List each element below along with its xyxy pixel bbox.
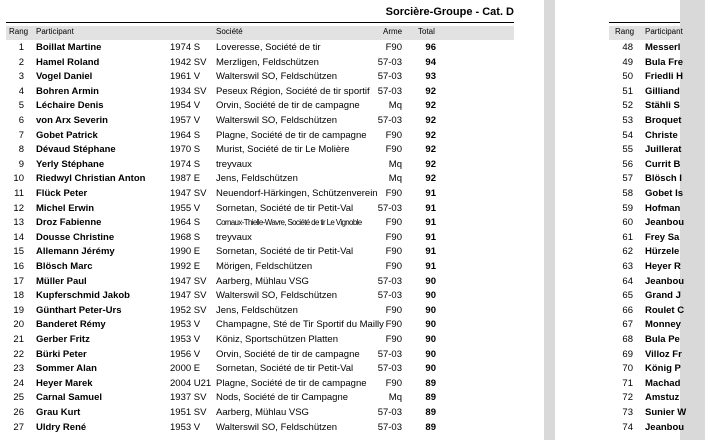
table-row <box>609 348 680 363</box>
title-rule <box>6 22 514 23</box>
row-total: 92 <box>425 115 436 126</box>
row-rank: 62 <box>622 246 633 258</box>
row-year-category: 2000 E <box>170 363 201 375</box>
row-societe: treyvaux <box>216 158 252 170</box>
header-participant: Participant <box>36 27 74 36</box>
row-participant: Bula Fre <box>645 56 684 68</box>
row-total: 92 <box>425 144 436 156</box>
row-total: 90 <box>425 319 436 331</box>
row-year-category: 1964 S <box>170 129 201 141</box>
table-row <box>6 85 514 100</box>
row-rank: 60 <box>622 217 633 229</box>
row-rank: 11 <box>14 188 24 199</box>
row-rank: 49 <box>622 56 633 68</box>
row-participant: Messerl <box>645 42 681 53</box>
row-total: 96 <box>425 42 436 53</box>
row-year-category: 1964 S <box>170 217 201 229</box>
row-arme: F90 <box>385 42 402 53</box>
table-row <box>609 99 680 114</box>
table-row <box>6 172 514 187</box>
row-rank: 70 <box>622 363 633 375</box>
row-rank: 5 <box>18 100 24 112</box>
row-participant: Riedwyl Christian Anton <box>36 173 146 185</box>
row-rank: 48 <box>622 42 633 53</box>
table-row <box>609 304 685 319</box>
row-year-category: 1953 V <box>170 334 201 345</box>
row-participant: Broquet <box>645 115 682 126</box>
row-participant: Droz Fabienne <box>36 217 102 229</box>
row-total: 91 <box>425 246 436 258</box>
row-arme: F90 <box>385 188 402 199</box>
row-total: 90 <box>425 334 436 345</box>
row-participant: Dévaud Stéphane <box>36 144 116 156</box>
row-rank: 53 <box>622 115 633 126</box>
header-total: Total <box>418 27 435 36</box>
row-year-category: 1947 SV <box>170 188 207 199</box>
row-rank: 58 <box>622 188 633 199</box>
header-societe: Société <box>216 27 243 36</box>
table-row <box>6 231 514 246</box>
row-rank: 67 <box>622 319 633 331</box>
row-rank: 54 <box>622 129 633 141</box>
row-societe: Mörigen, Feldschützen <box>216 261 313 272</box>
row-participant: Vogel Daniel <box>36 71 93 83</box>
row-arme: 57-03 <box>377 115 402 126</box>
row-societe: Cornaux-Thielle-Wavre, Société de tir Le Vignoble <box>216 218 362 228</box>
row-societe: Sornetan, Société de tir Petit-Val <box>216 246 354 258</box>
row-rank: 3 <box>18 71 24 83</box>
row-rank: 6 <box>18 115 24 126</box>
row-rank: 13 <box>13 217 24 229</box>
row-rank: 18 <box>13 290 24 302</box>
header-participant: Participant <box>645 27 683 36</box>
table-row <box>6 99 514 114</box>
table-row <box>6 41 514 56</box>
row-arme: F90 <box>385 144 402 156</box>
row-participant: Friedli H <box>645 71 684 83</box>
row-participant: Flück Peter <box>36 188 88 199</box>
row-total: 91 <box>425 261 436 272</box>
row-participant: Currit B <box>645 158 681 170</box>
table-row <box>609 129 680 144</box>
row-participant: Sommer Alan <box>36 363 97 375</box>
row-participant: Gobet Is <box>645 188 684 199</box>
table-row <box>609 362 680 377</box>
row-total: 89 <box>425 392 436 404</box>
table-row <box>6 348 514 363</box>
table-row <box>6 275 514 290</box>
row-participant: Dousse Christine <box>36 231 115 243</box>
table-row <box>6 333 514 348</box>
row-participant: Bohren Armin <box>36 85 99 97</box>
row-rank: 7 <box>18 129 24 141</box>
row-participant: Amstuz <box>645 392 680 404</box>
table-row <box>609 275 685 290</box>
row-year-category: 1956 V <box>170 348 201 360</box>
row-rank: 17 <box>13 275 24 287</box>
table-row <box>609 172 680 187</box>
table-row <box>6 56 514 71</box>
row-arme: F90 <box>385 129 402 141</box>
row-total: 90 <box>425 290 436 302</box>
row-rank: 52 <box>622 100 633 112</box>
row-societe: Jens, Feldschützen <box>216 173 298 185</box>
row-participant: Juillerat <box>645 144 682 156</box>
table-row <box>609 41 680 56</box>
row-year-category: 1934 SV <box>170 85 207 97</box>
row-participant: Heyer R <box>645 261 681 272</box>
row-societe: Köniz, Sportschützen Platten <box>216 334 338 345</box>
row-rank: 68 <box>622 334 633 345</box>
row-year-category: 1961 V <box>170 71 201 83</box>
row-participant: Frey Sa <box>645 231 680 243</box>
table-row <box>609 56 684 71</box>
row-participant: Hofman <box>645 202 681 214</box>
row-participant: Jeanbou <box>645 217 685 229</box>
row-societe: Walterswil SO, Feldschützen <box>216 115 338 126</box>
row-arme: F90 <box>385 217 402 229</box>
row-societe: Sornetan, Société de tir Petit-Val <box>216 202 354 214</box>
row-rank: 50 <box>622 71 633 83</box>
header-rang: Rang <box>9 27 29 36</box>
row-rank: 22 <box>13 348 24 360</box>
table-row <box>609 85 680 100</box>
row-year-category: 1952 SV <box>170 304 207 316</box>
row-societe: Loveresse, Société de tir <box>216 42 321 53</box>
table-row <box>609 391 680 406</box>
row-participant: Uldry René <box>36 421 87 433</box>
table-row <box>6 362 514 377</box>
row-societe: Walterswil SO, Feldschützen <box>216 421 338 433</box>
table-row <box>6 202 514 217</box>
row-societe: Jens, Feldschützen <box>216 304 298 316</box>
row-rank: 59 <box>622 202 633 214</box>
row-arme: F90 <box>385 246 402 258</box>
row-total: 92 <box>425 100 436 112</box>
row-arme: Mq <box>388 158 402 170</box>
row-rank: 51 <box>622 85 633 97</box>
row-participant: Jeanbou <box>645 421 685 433</box>
row-year-category: 1953 V <box>170 319 201 331</box>
row-participant: Grau Kurt <box>36 407 81 418</box>
row-participant: Gobet Patrick <box>36 129 98 141</box>
row-societe: Walterswil SO, Feldschützen <box>216 290 338 302</box>
row-rank: 64 <box>622 275 633 287</box>
row-arme: 57-03 <box>377 202 402 214</box>
row-rank: 27 <box>13 421 24 433</box>
row-participant: Machad <box>645 377 681 389</box>
row-societe: treyvaux <box>216 231 252 243</box>
row-year-category: 1937 SV <box>170 392 207 404</box>
row-participant: Michel Erwin <box>36 202 95 214</box>
row-arme: Mq <box>388 100 402 112</box>
row-participant: Jeanbou <box>645 275 685 287</box>
table-row <box>609 187 684 202</box>
row-rank: 71 <box>622 377 633 389</box>
row-arme: 57-03 <box>377 407 402 418</box>
row-rank: 55 <box>622 144 633 156</box>
row-arme: Mq <box>388 173 402 185</box>
row-participant: Günthart Peter-Urs <box>36 304 122 316</box>
row-year-category: 2004 U21 <box>170 377 212 389</box>
row-participant: Stähli S <box>645 100 680 112</box>
row-societe: Plagne, Société de tir de campagne <box>216 377 367 389</box>
table-row <box>609 202 680 217</box>
row-rank: 9 <box>18 158 24 170</box>
row-rank: 15 <box>13 246 24 258</box>
table-row <box>6 143 514 158</box>
table-row <box>6 129 514 144</box>
row-arme: 57-03 <box>377 363 402 375</box>
row-total: 89 <box>425 377 436 389</box>
table-row <box>6 377 514 392</box>
table-row <box>6 421 514 436</box>
table-row <box>6 391 514 406</box>
row-year-category: 1957 V <box>170 115 201 126</box>
results-page-right <box>555 0 687 440</box>
row-year-category: 1990 E <box>170 246 201 258</box>
table-row <box>609 421 685 436</box>
row-rank: 21 <box>13 334 24 345</box>
table-row <box>609 216 685 231</box>
row-arme: 57-03 <box>377 348 402 360</box>
row-rank: 14 <box>13 231 24 243</box>
row-societe: Orvin, Société de tir de campagne <box>216 348 360 360</box>
table-row <box>6 70 514 85</box>
row-arme: Mq <box>388 392 402 404</box>
row-total: 89 <box>425 421 436 433</box>
row-year-category: 1970 S <box>170 144 201 156</box>
row-year-category: 1953 V <box>170 421 201 433</box>
row-rank: 72 <box>622 392 633 404</box>
row-year-category: 1992 E <box>170 261 201 272</box>
row-participant: König P <box>645 363 681 375</box>
row-year-category: 1954 V <box>170 100 201 112</box>
row-total: 91 <box>425 188 436 199</box>
row-participant: Carnal Samuel <box>36 392 102 404</box>
row-total: 91 <box>425 231 436 243</box>
row-year-category: 1974 S <box>170 158 201 170</box>
row-total: 90 <box>425 363 436 375</box>
row-arme: F90 <box>385 304 402 316</box>
row-total: 91 <box>425 202 436 214</box>
header-rang: Rang <box>615 27 635 36</box>
row-total: 93 <box>425 71 436 83</box>
row-total: 92 <box>425 173 436 185</box>
row-participant: Christe <box>645 129 678 141</box>
row-participant: Léchaire Denis <box>36 100 104 112</box>
table-row <box>609 377 680 392</box>
row-rank: 20 <box>13 319 24 331</box>
table-row <box>609 245 680 260</box>
row-rank: 61 <box>622 231 633 243</box>
header-arme: Arme <box>383 27 403 36</box>
row-societe: Sornetan, Société de tir Petit-Val <box>216 363 354 375</box>
row-participant: Monney <box>645 319 681 331</box>
title-rule <box>609 22 680 23</box>
row-participant: Sunier W <box>645 407 687 418</box>
row-societe: Orvin, Société de tir de campagne <box>216 100 360 112</box>
row-rank: 26 <box>13 407 24 418</box>
row-year-category: 1951 SV <box>170 407 207 418</box>
table-row <box>6 114 514 129</box>
table-row <box>6 406 514 421</box>
row-year-category: 1987 E <box>170 173 201 185</box>
row-arme: F90 <box>385 261 402 272</box>
row-rank: 1 <box>18 42 24 53</box>
table-row <box>609 158 680 173</box>
row-participant: Hürzele <box>645 246 680 258</box>
row-societe: Neuendorf-Härkingen, Schützenverein <box>216 188 378 199</box>
table-row <box>6 245 514 260</box>
row-participant: Gilliand <box>645 85 680 97</box>
row-total: 89 <box>425 407 436 418</box>
row-rank: 24 <box>13 377 24 389</box>
row-rank: 74 <box>622 421 633 433</box>
row-rank: 12 <box>13 202 24 214</box>
row-participant: Bula Pe <box>645 334 680 345</box>
table-row <box>6 158 514 173</box>
table-row <box>609 406 687 421</box>
row-rank: 66 <box>622 304 633 316</box>
table-row <box>6 260 514 275</box>
table-row <box>609 70 684 85</box>
row-societe: Peseux Région, Société de tir sportif <box>216 85 370 97</box>
row-participant: Blösch Marc <box>36 261 93 272</box>
row-societe: Murist, Société de tir Le Molière <box>216 144 350 156</box>
row-arme: 57-03 <box>377 85 402 97</box>
row-arme: F90 <box>385 231 402 243</box>
row-arme: 57-03 <box>377 421 402 433</box>
row-year-category: 1974 S <box>170 42 201 53</box>
row-societe: Plagne, Société de tir de campagne <box>216 129 367 141</box>
row-total: 91 <box>425 217 436 229</box>
table-row <box>609 260 680 275</box>
row-participant: Bürki Peter <box>36 348 87 360</box>
table-header <box>6 26 514 40</box>
row-participant: Müller Paul <box>36 275 87 287</box>
row-participant: von Arx Severin <box>36 115 108 126</box>
row-arme: F90 <box>385 377 402 389</box>
table-header <box>609 26 683 40</box>
row-year-category: 1968 S <box>170 231 201 243</box>
row-participant: Boillat Martine <box>36 42 102 53</box>
row-arme: 57-03 <box>377 290 402 302</box>
row-participant: Villoz Fr <box>645 348 682 360</box>
row-rank: 4 <box>18 85 24 97</box>
row-rank: 69 <box>622 348 633 360</box>
row-total: 90 <box>425 275 436 287</box>
table-row <box>609 231 680 246</box>
row-rank: 23 <box>13 363 24 375</box>
row-rank: 57 <box>622 173 633 185</box>
table-row <box>6 216 514 231</box>
table-row <box>6 187 514 202</box>
row-rank: 8 <box>18 144 24 156</box>
row-participant: Grand J <box>645 290 681 302</box>
row-societe: Nods, Société de tir Campagne <box>216 392 349 404</box>
row-rank: 10 <box>13 173 24 185</box>
row-rank: 16 <box>13 261 24 272</box>
row-rank: 65 <box>622 290 633 302</box>
row-participant: Banderet Rémy <box>36 319 106 331</box>
table-row <box>609 114 680 129</box>
row-rank: 73 <box>622 407 633 418</box>
row-arme: 57-03 <box>377 56 402 68</box>
row-total: 92 <box>425 158 436 170</box>
row-rank: 25 <box>13 392 24 404</box>
row-arme: 57-03 <box>377 275 402 287</box>
row-participant: Kupferschmid Jakob <box>36 290 130 302</box>
row-total: 92 <box>425 85 436 97</box>
row-arme: F90 <box>385 319 402 331</box>
row-participant: Hamel Roland <box>36 56 100 68</box>
row-rank: 56 <box>622 158 633 170</box>
table-row <box>6 289 514 304</box>
row-total: 94 <box>425 56 436 68</box>
row-year-category: 1947 SV <box>170 275 207 287</box>
row-total: 90 <box>425 304 436 316</box>
table-row <box>6 318 514 333</box>
row-rank: 63 <box>622 261 633 272</box>
row-arme: 57-03 <box>377 71 402 83</box>
row-societe: Merzligen, Feldschützen <box>216 56 319 68</box>
row-participant: Blösch I <box>645 173 682 185</box>
table-row <box>609 318 680 333</box>
row-year-category: 1942 SV <box>170 56 207 68</box>
table-row <box>609 289 680 304</box>
row-arme: F90 <box>385 334 402 345</box>
row-rank: 2 <box>18 56 24 68</box>
row-rank: 19 <box>13 304 24 316</box>
row-participant: Allemann Jérémy <box>36 246 115 258</box>
row-total: 92 <box>425 129 436 141</box>
row-year-category: 1955 V <box>170 202 201 214</box>
row-year-category: 1947 SV <box>170 290 207 302</box>
row-societe: Champagne, Sté de Tir Sportif du Mailly <box>216 319 384 331</box>
row-participant: Heyer Marek <box>36 377 93 389</box>
row-participant: Gerber Fritz <box>36 334 90 345</box>
page-title: Sorcière-Groupe - Cat. D <box>385 6 514 18</box>
row-participant: Yerly Stéphane <box>36 158 105 170</box>
row-societe: Aarberg, Mühlau VSG <box>216 275 309 287</box>
table-row <box>609 143 680 158</box>
table-row <box>6 304 514 319</box>
row-societe: Walterswil SO, Feldschützen <box>216 71 338 83</box>
row-societe: Aarberg, Mühlau VSG <box>216 407 309 418</box>
row-participant: Roulet C <box>645 304 685 316</box>
row-total: 90 <box>425 348 436 360</box>
table-row <box>609 333 680 348</box>
